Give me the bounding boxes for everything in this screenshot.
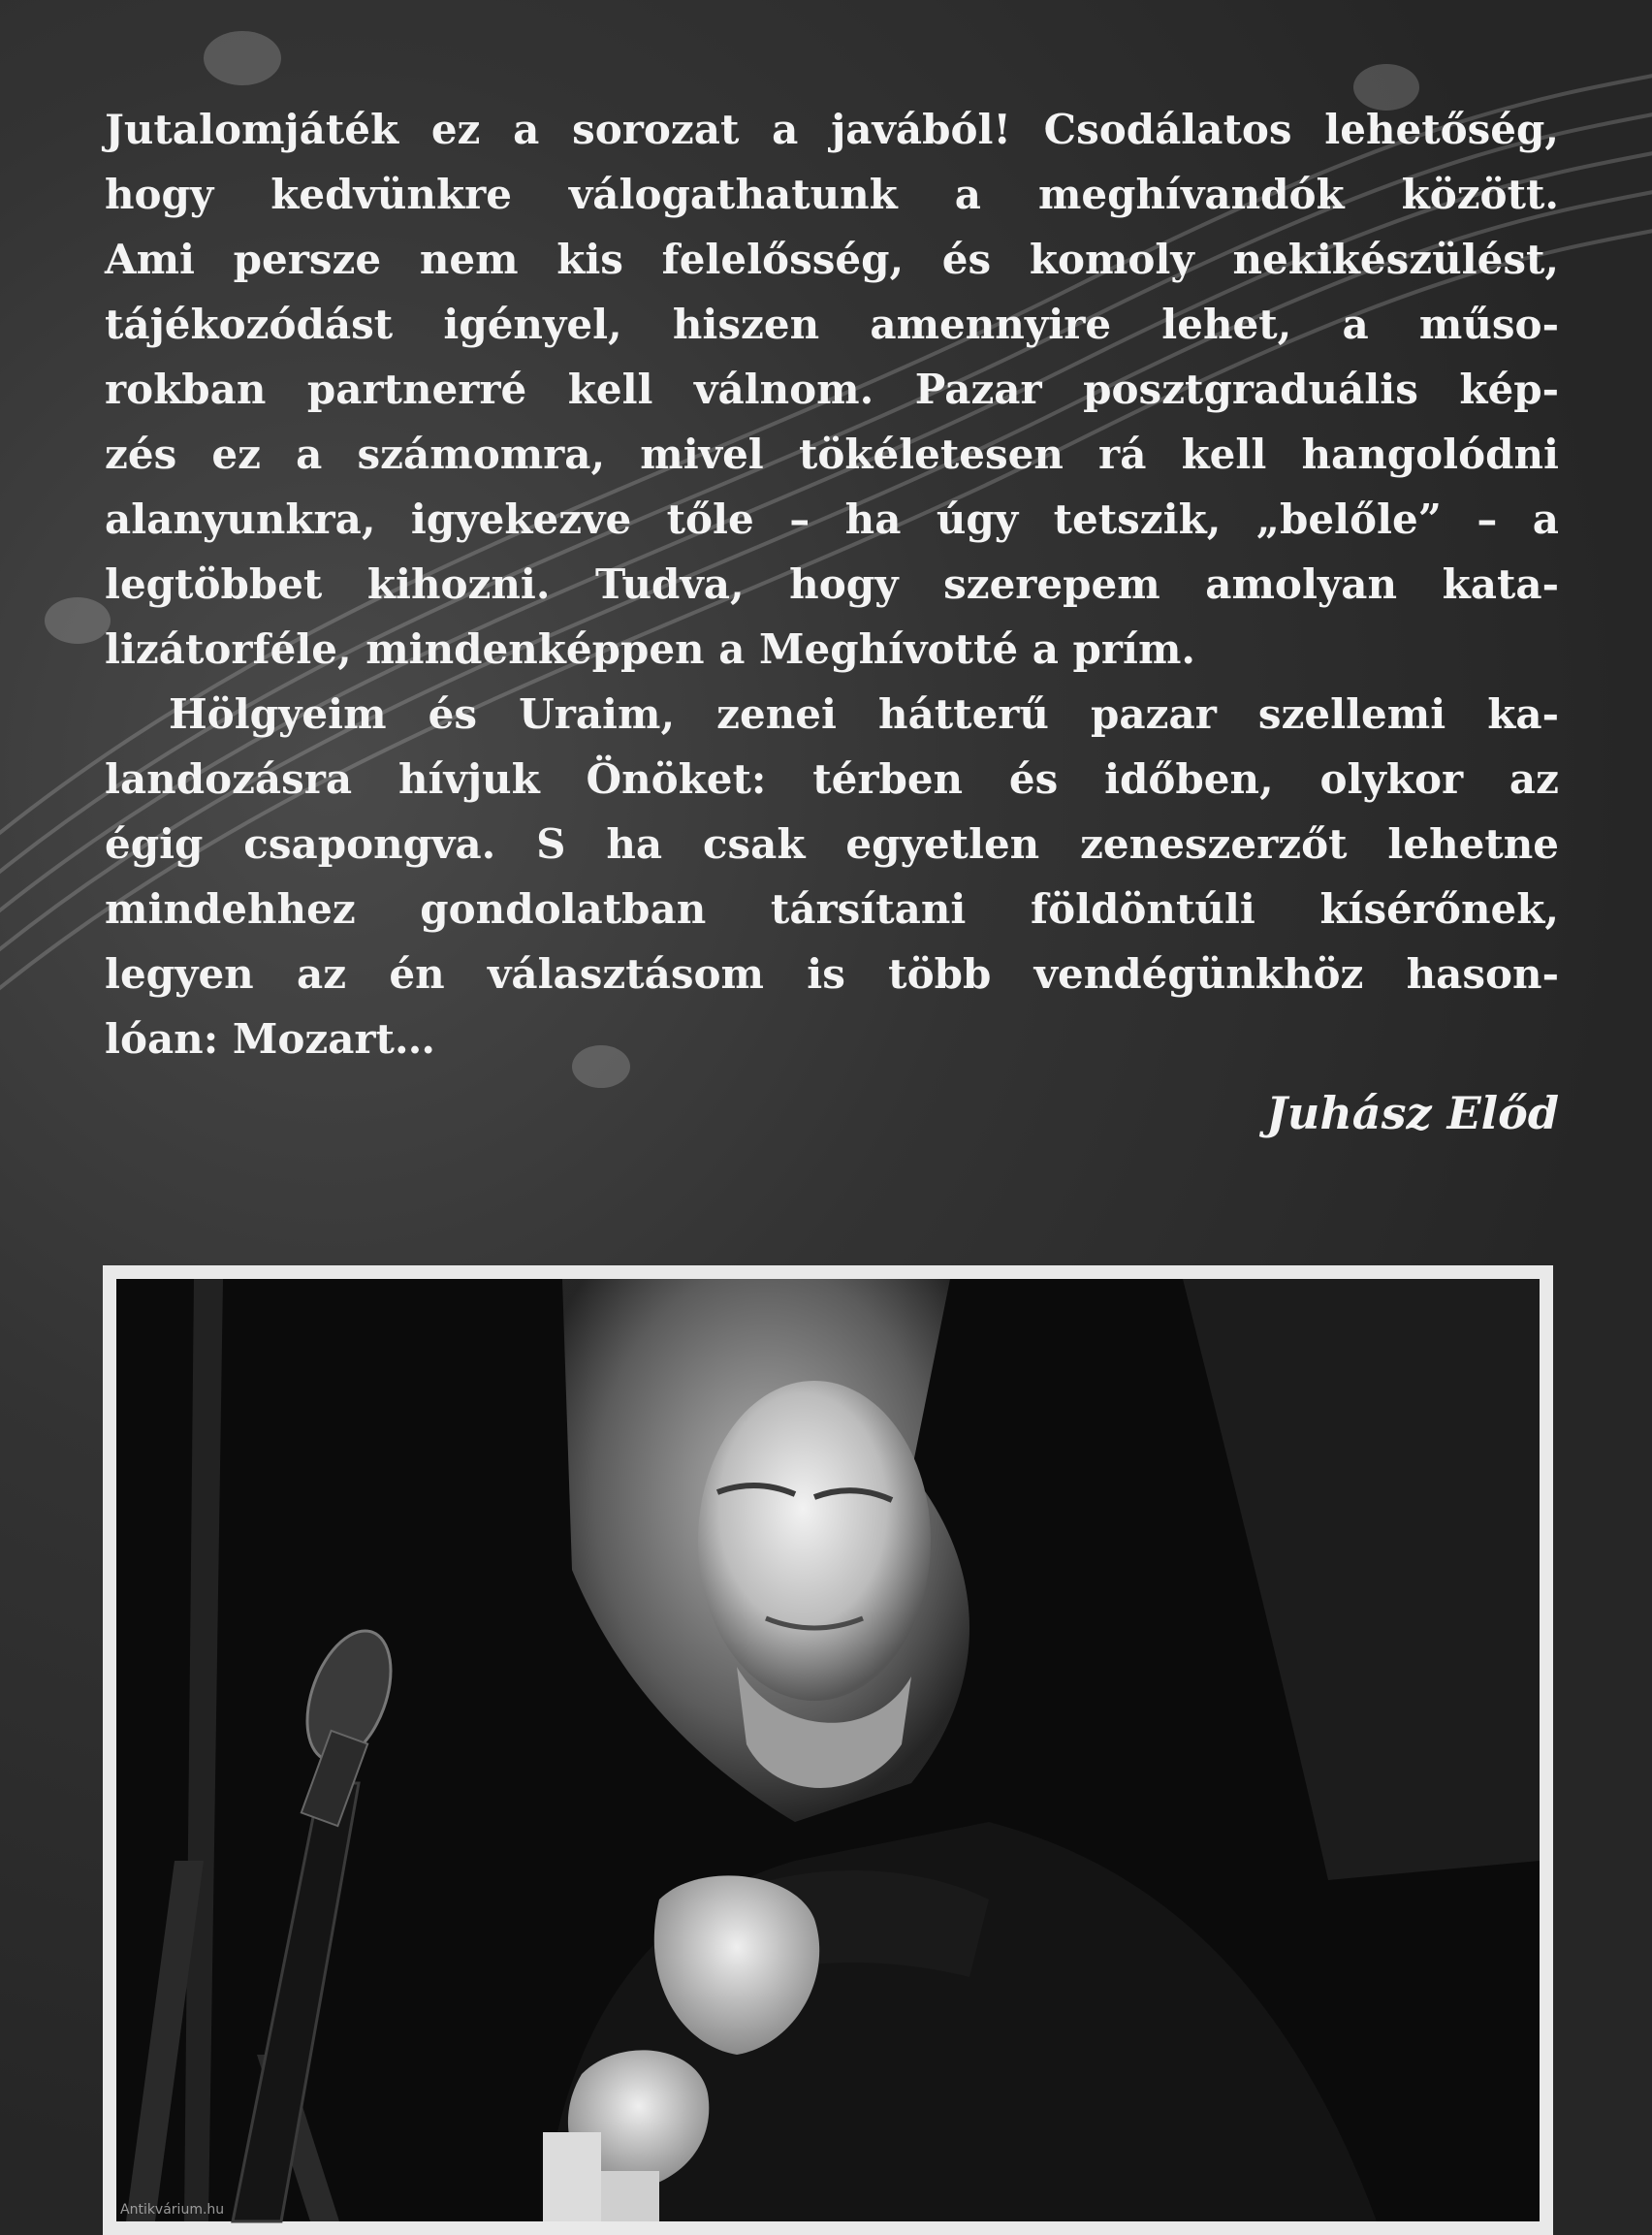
text-line: égig csapongva. S ha csak egyetlen zeneszerzőt lehetne	[105, 820, 1559, 868]
text-line: Jutalomjáték ez a sorozat a javából! Csodálatos lehetőség,	[105, 106, 1559, 153]
watermark: Antikvárium.hu	[120, 2202, 225, 2218]
text-line: alanyunkra, igyekezve tőle – ha úgy tetszik, „belőle” – a	[105, 495, 1559, 543]
text-line: landozásra hívjuk Önöket: térben és időben, olykor az	[105, 755, 1559, 803]
paragraph-2	[105, 682, 1559, 1071]
text-line: zés ez a számomra, mivel tökéletesen rá kell hangolódni	[105, 431, 1559, 478]
text-line: lizátorféle, mindenképpen a Meghívotté a prím.	[105, 625, 1196, 673]
text-line: Hölgyeim és Uraim, zenei hátterű pazar szellemi ka-	[169, 690, 1559, 738]
text-line: lóan: Mozart…	[105, 1015, 435, 1063]
portrait-photo	[116, 1279, 1540, 2221]
photo-frame	[103, 1265, 1553, 2235]
speaker-photo-illustration	[116, 1279, 1540, 2221]
text-line: tájékozódást igényel, hiszen amennyire lehet, a műso-	[105, 301, 1559, 348]
text-line: hogy kedvünkre válogathatunk a meghívandók között.	[105, 171, 1559, 218]
text-line: mindehhez gondolatban társítani földöntúli kísérőnek,	[105, 885, 1559, 933]
text-line: Ami persze nem kis felelősség, és komoly nekikészülést,	[105, 236, 1559, 283]
text-line: legtöbbet kihozni. Tudva, hogy szerepem amolyan kata-	[105, 560, 1559, 608]
paragraph-1	[105, 97, 1559, 682]
author-signature: Juhász Előd	[1266, 1087, 1559, 1139]
text-line: legyen az én választásom is több vendégünkhöz hason-	[105, 950, 1559, 998]
intro-text	[105, 97, 1559, 1147]
text-line: rokban partnerré kell válnom. Pazar posztgraduális kép-	[105, 366, 1559, 413]
